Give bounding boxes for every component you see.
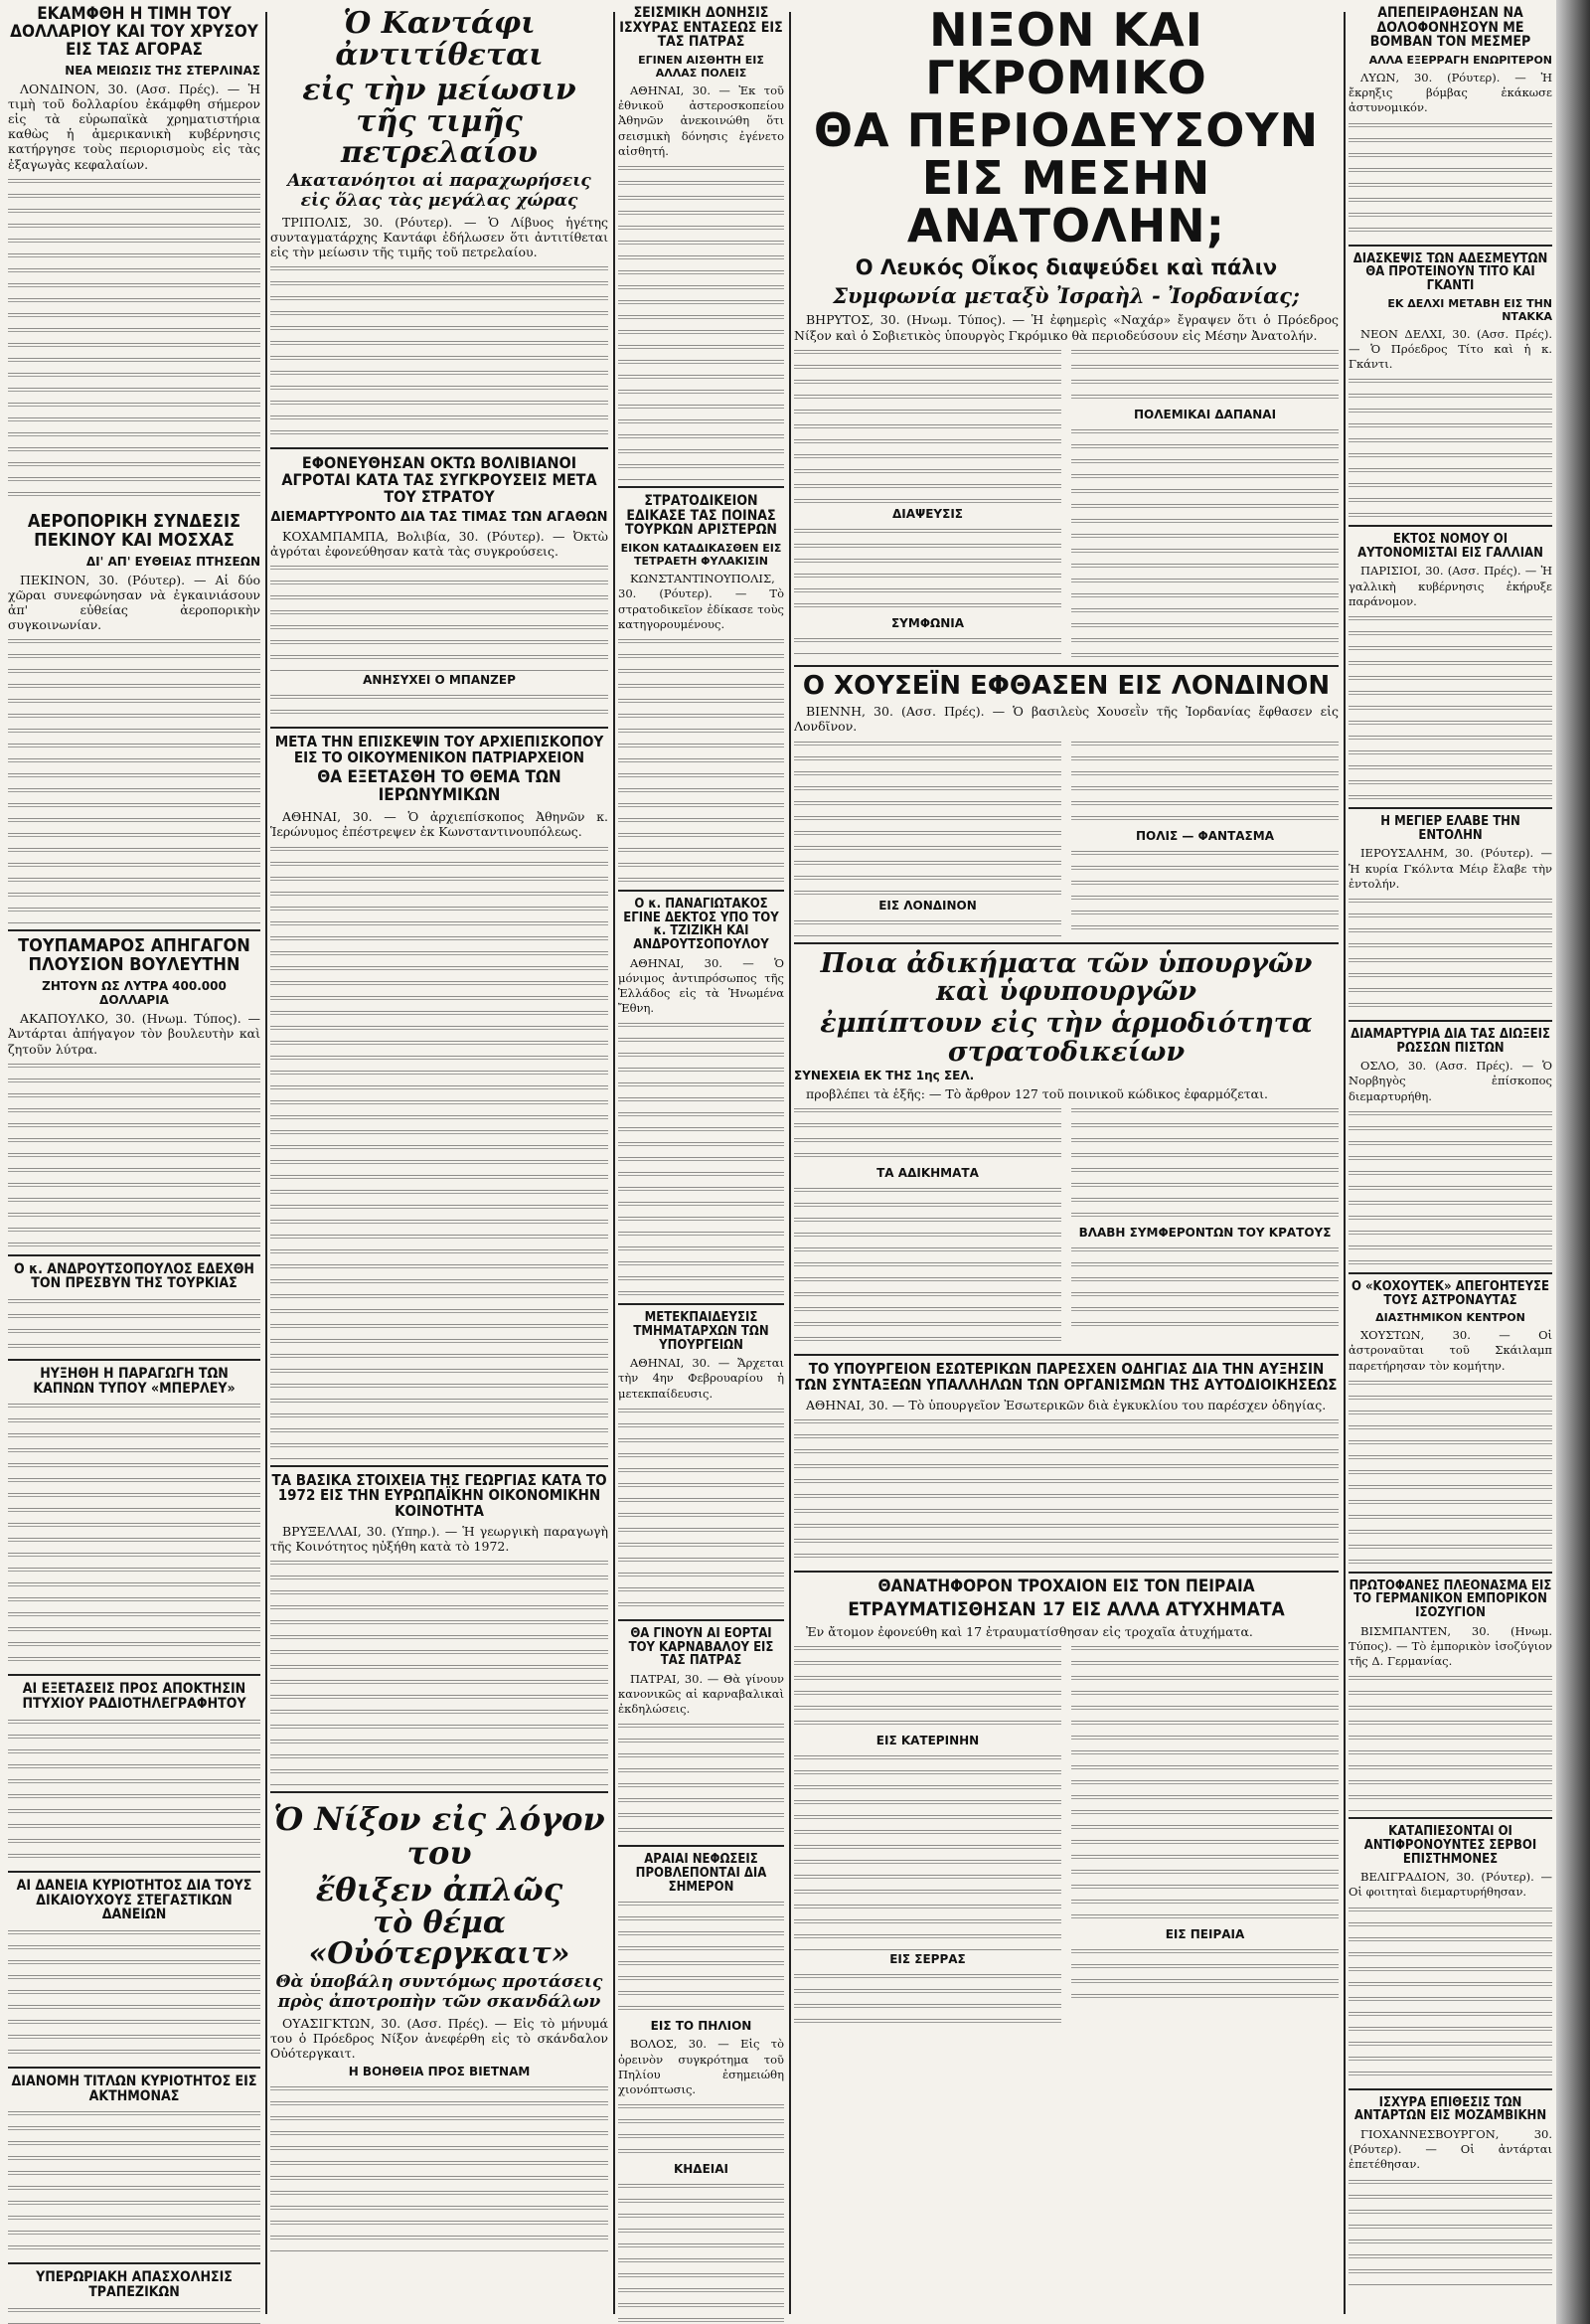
- article-body-text: [8, 1926, 260, 2061]
- article-body-text: [270, 2082, 608, 2251]
- article-body-text: [270, 843, 608, 1459]
- article-body-text: [1349, 2176, 1552, 2285]
- headline-meir: Η ΜΕΓΙΕΡ ΕΛΑΒΕ ΤΗΝ ΕΝΤΟΛΗΝ: [1380, 814, 1520, 843]
- subhead-ghost-city: ΠΟΛΙΣ — ΦΑΝΤΑΣΜΑ: [1136, 828, 1274, 843]
- headline-tobacco: ΗΥΞΗΘΗ Η ΠΑΡΑΓΩΓΗ ΤΩΝ ΚΑΠΝΩΝ ΤΥΠΟΥ «ΜΠΕΡΛΕΥ»: [33, 1366, 236, 1397]
- headline-pensions: ΤΟ ΥΠΟΥΡΓΕΙΟΝ ΕΣΩΤΕΡΙΚΩΝ ΠΑΡΕΣΧΕΝ ΟΔΗΓΙΑΣ ΔΙΑ ΤΗΝ ΑΥΞΗΣΙΝ ΤΩΝ ΣΥΝΤΑΞΕΩΝ ΥΠΑΛΛΗΛΩΝ ΤΩΝ ΟΡΓΑΝΙΣΜΩΝ ΤΗΣ ΑΥΤΟΔΙΟΙΚΗΣΕΩΣ: [795, 1360, 1338, 1394]
- article-body-text: [618, 162, 784, 480]
- subhead-proposals: Θὰ ὑποβάλη συντόμως προτάσεις πρὸς ἀποτροπὴν τῶν σκανδάλων: [275, 1971, 603, 2012]
- column-3: [618, 0, 784, 2324]
- article-body-text: [8, 1295, 260, 1353]
- article-body-text: [794, 916, 1061, 936]
- article-body-text: [794, 1184, 1061, 1348]
- headline-bolivia: ΕΦΟΝΕΥΘΗΣΑΝ ΟΚΤΩ ΒΟΛΙΒΙΑΝΟΙ ΑΓΡΟΤΑΙ ΚΑΤΑ ΤΑΣ ΣΥΓΚΡΟΥΣΕΙΣ ΜΕΤΑ ΤΟΥ ΣΤΡΑΤΟΥ: [281, 453, 597, 506]
- headline-piraeus-2: ΕΤΡΑΥΜΑΤΙΣΘΗΣΑΝ 17 ΕΙΣ ΑΛΛΑ ΑΤΥΧΗΜΑΤΑ: [848, 1597, 1285, 1620]
- subhead-vietnam-aid: Η ΒΟΗΘΕΙΑ ΠΡΟΣ ΒΙΕΤΝΑΜ: [348, 2064, 531, 2078]
- subhead-space-center: ΔΙΑΣΤΗΜΙΚΟΝ ΚΕΝΤΡΟΝ: [1375, 1311, 1525, 1325]
- article-lead: ΧΟΥΣΤΩΝ, 30. — Οἱ ἀστροναῦται τοῦ Σκάιλαμπ παρετήρησαν τὸν κομήτην.: [1349, 1328, 1552, 1373]
- article-body-text: [794, 525, 1061, 614]
- headline-non-aligned: ΔΙΑΣΚΕΨΙΣ ΤΩΝ ΑΔΕΣΜΕΥΤΩΝ ΘΑ ΠΡΟΤΕΙΝΟΥΝ ΤΙΤΟ ΚΑΙ ΓΚΑΝΤΙ: [1352, 250, 1548, 293]
- headline-dollar: ΕΚΑΜΦΘΗ Η ΤΙΜΗ ΤΟΥ ΔΟΛΛΑΡΙΟΥ ΚΑΙ ΤΟΥ ΧΡΥΣΟΥ ΕΙΣ ΤΑΣ ΑΓΟΡΑΣ: [10, 4, 258, 60]
- headline-piraeus-1: ΘΑΝΑΤΗΦΟΡΟΝ ΤΡΟΧΑΙΟΝ ΕΙΣ ΤΟΝ ΠΕΙΡΑΙΑ: [877, 1576, 1255, 1596]
- subhead-felt: ΕΓΙΝΕΝ ΑΙΣΘΗΤΗ ΕΙΣ ΑΛΛΑΣ ΠΟΛΕΙΣ: [638, 54, 764, 81]
- article-lead: ΒΙΣΜΠΑΝΤΕΝ, 30. (Ηνωμ. Τύπος). — Τὸ ἐμπορικὸν ἰσοζύγιον τῆς Δ. Γερμανίας.: [1349, 1623, 1552, 1669]
- headline-androutsopoulos: Ο κ. ΑΝΔΡΟΥΤΣΟΠΟΥΛΟΣ ΕΔΕΧΘΗ ΤΟΝ ΠΡΕΣΒΥΝ ΤΗΣ ΤΟΥΡΚΙΑΣ: [14, 1260, 254, 1292]
- subhead-denial: ΔΙΑΨΕΥΣΙΣ: [892, 506, 963, 521]
- article-body-text: [1349, 895, 1552, 1014]
- subhead-sentence: ΕΙΚΟΝ ΚΑΤΑΔΙΚΑΣΘΕΝ ΕΙΣ ΤΕΤΡΑΕΤΗ ΦΥΛΑΚΙΣΙΝ: [620, 542, 782, 569]
- headline-autonomists: ΕΚΤΟΣ ΝΟΜΟΥ ΟΙ ΑΥΤΟΝΟΜΙΣΤΑΙ ΕΙΣ ΓΑΛΛΙΑΝ: [1357, 532, 1543, 561]
- article-body-text: [270, 562, 608, 671]
- article-lead: ΟΥΑΣΙΓΚΤΩΝ, 30. (Ασσ. Πρές). — Εἰς τὸ μήνυμά του ὁ Πρόεδρος Νίξον ἀνεφέρθη εἰς τὸ σκάνδαλον Οὐότεργκαιτ.: [270, 2015, 608, 2062]
- article-body-text: [794, 1751, 1061, 1950]
- headline-russian-believers: ΔΙΑΜΑΡΤΥΡΙΑ ΔΙΑ ΤΑΣ ΔΙΩΞΕΙΣ ΡΩΣΣΩΝ ΠΙΣΤΩΝ: [1351, 1026, 1550, 1056]
- headline-kohoutek: Ο «ΚΟΧΟΥΤΕΚ» ΑΠΕΓΟΗΤΕΥΣΕ ΤΟΥΣ ΑΣΤΡΟΝΑΥΤΑΣ: [1351, 1278, 1550, 1308]
- headline-bank-overtime: ΥΠΕΡΩΡΙΑΚΗ ΑΠΑΣΧΟΛΗΣΙΣ ΤΡΑΠΕΖΙΚΩΝ: [36, 2269, 233, 2300]
- article-body-text: [1071, 738, 1339, 827]
- banner-headline-2: ΘΑ ΠΕΡΙΟΔΕΥΣΟΥΝ: [813, 102, 1320, 157]
- article-body-text: [8, 2107, 260, 2256]
- column-rule: [265, 12, 267, 2314]
- subhead-agreement: ΣΥΜΦΩΝΙΑ: [890, 615, 965, 630]
- headline-earthquake: ΣΕΙΣΜΙΚΗ ΔΟΝΗΣΙΣ ΙΣΧΥΡΑΣ ΕΝΤΑΣΕΩΣ ΕΙΣ ΤΑΣ ΠΑΤΡΑΣ: [619, 5, 783, 51]
- headline-carnival: ΘΑ ΓΙΝΟΥΝ ΑΙ ΕΟΡΤΑΙ ΤΟΥ ΚΑΡΝΑΒΑΛΟΥ ΕΙΣ ΤΑΣ ΠΑΤΡΑΣ: [628, 1625, 774, 1669]
- article-lead: ΒΗΡΥΤΟΣ, 30. (Ηνωμ. Τύπος). — Ἡ ἐφημερὶς «Ναχάρ» ἔγραψεν ὅτι ὁ Πρόεδρος Νίξον καὶ ὁ Σοβιετικὸς ὑπουργὸς Γκρόμικο θὰ περιοδεύσουν εἰς Μέσην Ἀνατολήν.: [794, 312, 1339, 343]
- article-body-text: [794, 634, 1061, 654]
- article-lead: ΑΘΗΝΑΙ, 30. — Ὁ ἀρχιεπίσκοπος Ἀθηνῶν κ. Ἱερώνυμος ἐπέστρεψεν ἐκ Κωνσταντινουπόλεως.: [270, 809, 608, 840]
- article-body-text: [794, 738, 1061, 897]
- article-lead: ΑΘΗΝΑΙ, 30. — Ἄρχεται τὴν 4ην Φεβρουαρίου ἡ μετεκπαίδευσις.: [618, 1356, 784, 1401]
- article-body-text: [618, 1019, 784, 1297]
- subhead-direct-flights: ΔΙ' ΑΠ' ΕΥΘΕΙΑΣ ΠΤΗΣΕΩΝ: [85, 554, 260, 569]
- headline-qaddafi-3: τῆς τιμῆς πετρελαίου: [340, 103, 539, 170]
- headline-ministers-1: Ποια ἀδικήματα τῶν ὑπουργῶν καὶ ὑφυπουργῶν: [820, 947, 1313, 1007]
- article-body-text: [8, 635, 260, 923]
- subhead-piraeus: ΕΙΣ ΠΕΙΡΑΙΑ: [1165, 1926, 1245, 1941]
- article-lead: ΒΟΛΟΣ, 30. — Εἰς τὸ ὀρεινὸν συγκρότημα τοῦ Πηλίου ἐσημειώθη χιονόπτωσις.: [618, 2037, 784, 2096]
- subhead-prices: ΔΙΕΜΑΡΤΥΡΟΝΤΟ ΔΙΑ ΤΑΣ ΤΙΜΑΣ ΤΩΝ ΑΓΑΘΩΝ: [270, 509, 608, 525]
- headline-qaddafi-2: εἰς τὴν μείωσιν: [302, 73, 576, 107]
- article-body-text: [618, 635, 784, 884]
- article-lead: ΑΚΑΠΟΥΛΚΟ, 30. (Ηνωμ. Τύπος). — Ἀντάρται ἀπήγαγον τὸν βουλευτὴν καὶ ζητοῦν λύτρα.: [8, 1011, 260, 1057]
- banner-subhead-1: Ο Λευκός Οἶκος διαψεύδει καὶ πάλιν: [855, 255, 1278, 280]
- column-rule: [789, 12, 791, 2314]
- subhead-katerini: ΕΙΣ ΚΑΤΕΡΙΝΗΝ: [875, 1733, 980, 1747]
- article-body-text: [1349, 1107, 1552, 1266]
- page-edge-shadow: [1556, 0, 1590, 2324]
- article-body-text: [618, 2100, 784, 2160]
- headline-air-link: ΑΕΡΟΠΟΡΙΚΗ ΣΥΝΔΕΣΙΣ ΠΕΚΙΝΟΥ ΚΑΙ ΜΟΣΧΑΣ: [27, 510, 241, 551]
- article-lead: ΙΕΡΟΥΣΑΛΗΜ, 30. (Ρόυτερ). — Ἡ κυρία Γκόλντα Μέιρ ἔλαβε τὴν ἐντολήν.: [1349, 846, 1552, 891]
- headline-court-martial: ΣΤΡΑΤΟΔΙΚΕΙΟΝ ΕΔΙΚΑΣΕ ΤΑΣ ΠΟΙΝΑΣ ΤΟΥΡΚΩΝ ΑΡΙΣΤΕΡΩΝ: [625, 493, 777, 539]
- article-lead: ΓΙΟΧΑΝΝΕΣΒΟΥΡΓΟΝ, 30. (Ρόυτερ). — Οἱ ἀντάρται ἐπετέθησαν.: [1349, 2126, 1552, 2172]
- headline-weather: ΑΡΑΙΑΙ ΝΕΦΩΣΕΙΣ ΠΡΟΒΛΕΠΟΝΤΑΙ ΔΙΑ ΣΗΜΕΡΟΝ: [635, 1852, 767, 1895]
- article-body-text: [794, 1970, 1061, 2030]
- subhead-banzer: ΑΝΗΣΥΧΕΙ Ο ΜΠΑΝΖΕΡ: [363, 672, 516, 687]
- subhead-concessions: Ακατανόητοι αἱ παραχωρήσεις εἰς ὅλας τὰς μεγάλας χώρας: [287, 170, 591, 211]
- article-body-text: [8, 1400, 260, 1668]
- headline-nixon-speech-1: Ὁ Νίξον εἰς λόγον του: [273, 1800, 605, 1872]
- article-lead: ΒΕΛΙΓΡΑΔΙΟΝ, 30. (Ρόυτερ). — Οἱ φοιτηταὶ διεμαρτυρήθησαν.: [1349, 1870, 1552, 1900]
- article-body-text: [270, 691, 608, 721]
- headline-agriculture-eec: ΤΑ ΒΑΣΙΚΑ ΣΤΟΙΧΕΙΑ ΤΗΣ ΓΕΩΡΓΙΑΣ ΚΑΤΑ ΤΟ 1972 ΕΙΣ ΤΗΝ ΕΥΡΩΠΑΪΚΗΝ ΟΙΚΟΝΟΜΙΚΗΝ ΚΟΙΝΟΤΗΤΑ: [271, 1470, 607, 1520]
- headline-land-titles: ΔΙΑΝΟΜΗ ΤΙΤΛΩΝ ΚΥΡΙΟΤΗΤΟΣ ΕΙΣ ΑΚΤΗΜΟΝΑΣ: [11, 2073, 257, 2104]
- subhead-exploded: ΑΛΛΑ ΕΞΕΡΡΑΓΗ ΕΝΩΡΙΤΕΡΟΝ: [1368, 54, 1552, 68]
- banner-headline-3: ΕΙΣ ΜΕΣΗΝ ΑΝΑΤΟΛΗΝ;: [906, 150, 1226, 253]
- article-lead: ΤΡΙΠΟΛΙΣ, 30. (Ρόυτερ). — Ὁ Λίβυος ἡγέτης συνταγματάρχης Καντάφι ἐδήλωσεν ὅτι ἀντιτίθεται εἰς τὴν μείωσιν τῆς τιμῆς τοῦ πετρελαίου.: [270, 214, 608, 259]
- article-body-text: [618, 1405, 784, 1613]
- article-lead: Ἐν ἄτομον ἐφονεύθη καὶ 17 ἐτραυματίσθησαν εἰς τροχαῖα ἀτυχήματα.: [806, 1623, 1253, 1639]
- article-body-text: [1071, 1244, 1339, 1333]
- column-4: [794, 0, 1339, 2324]
- article-lead: ΚΩΝΣΤΑΝΤΙΝΟΥΠΟΛΙΣ, 30. (Ρόυτερ). — Τὸ στρατοδικεῖον ἐδίκασε τοὺς κατηγορουμένους.: [618, 572, 784, 631]
- headline-messmer: ΑΠΕΠΕΙΡΑΘΗΣΑΝ ΝΑ ΔΟΛΟΦΟΝΗΣΟΥΝ ΜΕ ΒΟΜΒΑΝ ΤΟΝ ΜΕΣΜΕΡ: [1369, 5, 1531, 51]
- article-body-text: [794, 346, 1061, 505]
- article-body-text: [8, 1060, 260, 1248]
- article-lead: ΚΟΧΑΜΠΑΜΠΑ, Βολιβία, 30. (Ρόυτερ). — Ὀκτὼ ἀγρόται ἐφονεύθησαν κατὰ τὰς συγκρούσεις.: [270, 528, 608, 559]
- headline-nixon-speech-2: ἔθιξεν ἀπλῶς: [315, 1871, 563, 1909]
- article-lead: ΠΑΤΡΑΙ, 30. — Θὰ γίνουν κανονικῶς αἱ καρναβαλικαὶ ἐκδηλώσεις.: [618, 1671, 784, 1717]
- headline-training: ΜΕΤΕΚΠΑΙΔΕΥΣΙΣ ΤΜΗΜΑΤΑΡΧΩΝ ΤΩΝ ΥΠΟΥΡΓΕΙΩΝ: [633, 1310, 769, 1353]
- headline-nixon-speech-3: τὸ θέμα «Οὐότεργκαιτ»: [308, 1905, 570, 1972]
- article-body-text: [1071, 425, 1339, 659]
- article-body-text: [1349, 612, 1552, 801]
- article-body-text: [8, 175, 260, 503]
- article-body-text: [1071, 1104, 1339, 1224]
- column-2: [270, 0, 608, 2324]
- article-body-text: [1071, 847, 1339, 936]
- subhead-pelion: ΕΙΣ ΤΟ ΠΗΛΙΟΝ: [650, 2019, 752, 2034]
- subhead-serres: ΕΙΣ ΣΕΡΡΑΣ: [889, 1951, 966, 1966]
- article-lead: ΝΕΟΝ ΔΕΛΧΙ, 30. (Ασσ. Πρές). — Ὁ Πρόεδρος Τίτο καὶ ἡ κ. Γκάντι.: [1349, 326, 1552, 371]
- headline-housing-loans: ΑΙ ΔΑΝΕΙΑ ΚΥΡΙΟΤΗΤΟΣ ΔΙΑ ΤΟΥΣ ΔΙΚΑΙΟΥΧΟΥΣ ΣΤΕΓΑΣΤΙΚΩΝ ΔΑΝΕΙΩΝ: [16, 1877, 252, 1923]
- subhead-funerals: ΚΗΔΕΙΑΙ: [673, 2162, 729, 2177]
- article-body-text: [1349, 1672, 1552, 1811]
- article-body-text: [1071, 1945, 1339, 2005]
- headline-archbishop-2: ΘΑ ΕΞΕΤΑΣΘΗ ΤΟ ΘΕΜΑ ΤΩΝ ΙΕΡΩΝΥΜΙΚΩΝ: [317, 767, 561, 806]
- column-5: [1349, 0, 1552, 2324]
- article-lead: ΑΘΗΝΑΙ, 30. — Ὁ μόνιμος ἀντιπρόσωπος τῆς Ἑλλάδος εἰς τὰ Ἡνωμένα Ἔθνη.: [618, 955, 784, 1016]
- article-body-text: [1071, 1642, 1339, 1925]
- headline-serb-scientists: ΚΑΤΑΠΙΕΣΟΝΤΑΙ ΟΙ ΑΝΤΙΦΡΟΝΟΥΝΤΕΣ ΣΕΡΒΟΙ ΕΠΙΣΤΗΜΟΝΕΣ: [1363, 1824, 1537, 1867]
- article-lead: ΑΘΗΝΑΙ, 30. — Τὸ ὑπουργεῖον Ἐσωτερικῶν διὰ ἐγκυκλίου του παρέσχεν ὁδηγίας.: [806, 1397, 1327, 1412]
- article-body-text: [618, 2180, 784, 2324]
- subhead-continued: ΣΥΝΕΧΕΙΑ ΕΚ ΤΗΣ 1ης ΣΕΛ.: [794, 1068, 975, 1082]
- subhead-ransom: ΖΗΤΟΥΝ ΩΣ ΛΥΤΡΑ 400.000 ΔΟΛΛΑΡΙΑ: [42, 979, 227, 1008]
- subhead-state-interests: ΒΛΑΒΗ ΣΥΜΦΕΡΟΝΤΩΝ ΤΟΥ ΚΡΑΤΟΥΣ: [1078, 1226, 1332, 1241]
- headline-hussein: Ο ΧΟΥΣΕΪΝ ΕΦΘΑΣΕΝ ΕΙΣ ΛΟΝΔΙΝΟΝ: [802, 670, 1331, 701]
- article-body-text: [618, 1898, 784, 2017]
- headline-mozambique: ΙΣΧΥΡΑ ΕΠΙΘΕΣΙΣ ΤΩΝ ΑΝΤΑΡΤΩΝ ΕΙΣ ΜΟΖΑΜΒΙΚΗΝ: [1353, 2094, 1547, 2124]
- subhead-offences: ΤΑ ΑΔΙΚΗΜΑΤΑ: [876, 1166, 979, 1181]
- article-body-text: [1349, 1904, 1552, 2082]
- article-body-text: [794, 1642, 1061, 1732]
- subhead-dacca: ΕΚ ΔΕΛΧΙ ΜΕΤΑΒΗ ΕΙΣ ΤΗΝ ΝΤΑΚΚΑ: [1387, 296, 1552, 323]
- article-body-text: [8, 2304, 260, 2324]
- headline-panagiotakos: Ο κ. ΠΑΝΑΓΙΩΤΑΚΟΣ ΕΓΙΝΕ ΔΕΚΤΟΣ ΥΠΟ ΤΟΥ κ. ΤΖΙΖΙΚΗ ΚΑΙ ΑΝΔΡΟΥΤΣΟΠΟΥΛΟΥ: [623, 896, 779, 952]
- article-lead: ΛΥΩΝ, 30. (Ρόυτερ). — Ἡ ἔκρηξις βόμβας ἐκάκωσε ἀστυνομικόν.: [1349, 71, 1552, 115]
- headline-german-trade: ΠΡΩΤΟΦΑΝΕΣ ΠΛΕΟΝΑΣΜΑ ΕΙΣ ΤΟ ΓΕΡΜΑΝΙΚΟΝ ΕΜΠΟΡΙΚΟΝ ΙΣΟΖΥΓΙΟΝ: [1349, 1577, 1552, 1621]
- article-body-text: [1349, 119, 1552, 239]
- article-body-text: [794, 1104, 1061, 1164]
- article-body-text: [8, 1716, 260, 1865]
- article-body-text: [1349, 375, 1552, 519]
- article-lead: ΠΑΡΙΣΙΟΙ, 30. (Ασσ. Πρές). — Ἡ γαλλικὴ κυβέρνησις ἐκήρυξε παράνομον.: [1349, 564, 1552, 608]
- article-body-text: [1349, 1377, 1552, 1566]
- column-1: [8, 0, 260, 2324]
- article-lead: ΒΙΕΝΝΗ, 30. (Ασσ. Πρές). — Ὁ βασιλεὺς Χουσεῒν τῆς Ἰορδανίας ἔφθασεν εἰς Λονδῖνον.: [794, 704, 1339, 735]
- column-rule: [613, 12, 615, 2314]
- article-body-text: [618, 1720, 784, 1839]
- banner-subhead-2: Συμφωνία μεταξὺ Ἰσραὴλ - Ἰορδανίας;: [833, 283, 1300, 309]
- headline-tupamaros: ΤΟΥΠΑΜΑΡΟΣ ΑΠΗΓΑΓΟΝ ΠΛΟΥΣΙΟΝ ΒΟΥΛΕΥΤΗΝ: [18, 935, 250, 976]
- headline-qaddafi-1: Ὁ Καντάφι ἀντιτίθεται: [335, 6, 544, 73]
- article-lead: ΠΕΚΙΝΟΝ, 30. (Ρόυτερ). — Αἱ δύο χῶραι συνεφώνησαν νὰ ἐγκαινιάσουν ἀπ' εὐθείας ἀεροπορικὴν συγκοινωνίαν.: [8, 572, 260, 633]
- headline-ministers-2: ἐμπίπτουν εἰς τὴν ἁρμοδιότητα στρατοδικείων: [820, 1008, 1313, 1068]
- article-lead: ΟΣΛΟ, 30. (Ασσ. Πρές). — Ὁ Νορβηγὸς ἐπίσκοπος διεμαρτυρήθη.: [1349, 1059, 1552, 1103]
- article-lead: ΛΟΝΔΙΝΟΝ, 30. (Ασσ. Πρές). — Ἡ τιμὴ τοῦ δολλαρίου ἐκάμφθη σήμερον εἰς τὰ εὐρωπαϊκὰ χρηματιστήρια καθὼς ἡ ἀμερικανικὴ κυβέρνησις κατήργησε τοὺς περιορισμοὺς εἰς τὰς ἐξαγωγὰς κεφαλαίων.: [8, 81, 260, 172]
- article-body-text: [794, 1415, 1339, 1565]
- headline-radio-exams: ΑΙ ΕΞΕΤΑΣΕΙΣ ΠΡΟΣ ΑΠΟΚΤΗΣΙΝ ΠΤΥΧΙΟΥ ΡΑΔΙΟΤΗΛΕΓΡΑΦΗΤΟΥ: [22, 1681, 246, 1713]
- article-body-text: [270, 1557, 608, 1785]
- subhead-in-london: ΕΙΣ ΛΟΝΔΙΝΟΝ: [878, 898, 977, 913]
- article-body-text: [270, 262, 608, 441]
- subhead-sterling: ΝΕΑ ΜΕΙΩΣΙΣ ΤΗΣ ΣΤΕΡΛΙΝΑΣ: [65, 63, 260, 78]
- article-lead: ΒΡΥΞΕΛΛΑΙ, 30. (Υπηρ.). — Ἡ γεωργικὴ παραγωγὴ τῆς Κοινότητος ηὐξήθη κατὰ τὸ 1972.: [270, 1523, 608, 1554]
- banner-headline-1: ΝΙΞΟΝ ΚΑΙ ΓΚΡΟΜΙΚΟ: [925, 3, 1207, 105]
- column-rule: [1344, 12, 1346, 2314]
- headline-archbishop-1: ΜΕΤΑ ΤΗΝ ΕΠΙΣΚΕΨΙΝ ΤΟΥ ΑΡΧΙΕΠΙΣΚΟΠΟΥ ΕΙΣ ΤΟ ΟΙΚΟΥΜΕΝΙΚΟΝ ΠΑΤΡΙΑΡΧΕΙΟΝ: [274, 732, 604, 766]
- article-body-text: [1071, 346, 1339, 406]
- article-lead: προβλέπει τὰ ἑξῆς: — Τὸ ἄρθρον 127 τοῦ ποινικοῦ κώδικος ἐφαρμόζεται.: [806, 1085, 1268, 1101]
- article-lead: ΑΘΗΝΑΙ, 30. — Ἐκ τοῦ ἐθνικοῦ ἀστεροσκοπείου Ἀθηνῶν ἀνεκοινώθη ὅτι σεισμικὴ δόνησις ἐγένετο αἰσθητή.: [618, 83, 784, 158]
- subhead-war-costs: ΠΟΛΕΜΙΚΑΙ ΔΑΠΑΝΑΙ: [1133, 407, 1277, 421]
